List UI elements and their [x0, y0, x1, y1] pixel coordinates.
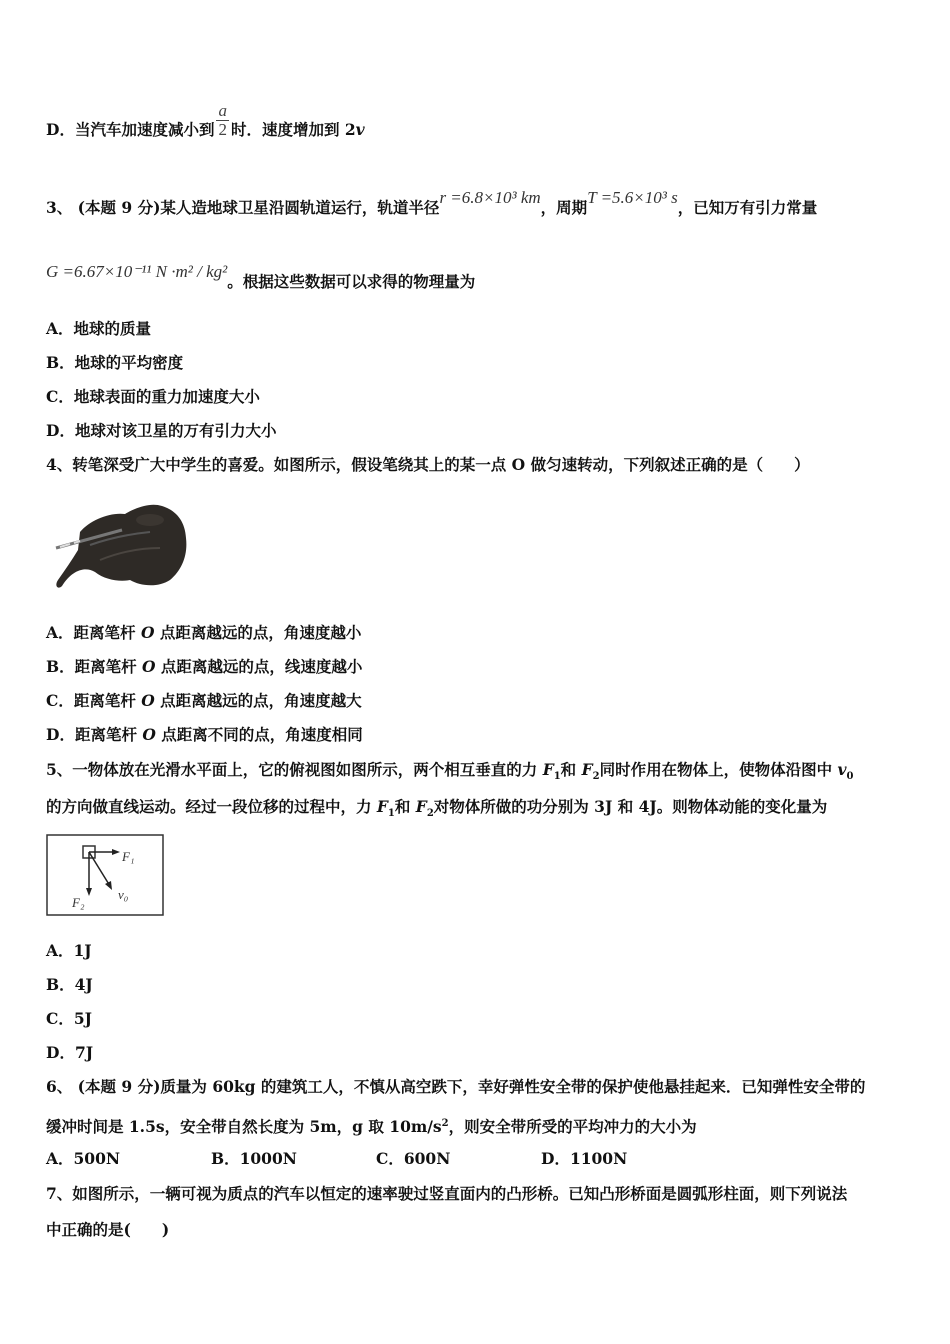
q6-stem-2: 缓冲时间是 1.5s，安全带自然长度为 5m，g 取 $10m/s^2$，则安全带所受的平均冲力的大小为	[46, 1117, 697, 1137]
period-formula: T =5.6×10³ s	[587, 188, 678, 207]
f2-label: F₂	[72, 895, 85, 910]
q5-option-c: C．5J	[46, 1009, 92, 1028]
force-diagram	[46, 834, 164, 916]
q4-option-b: B．距离笔杆 O 点距离越远的点，线速度越小	[46, 657, 363, 676]
fraction-a-over-2: $\frac{a}{2}$	[218, 100, 227, 139]
q3-option-d: D．地球对该卫星的万有引力大小	[46, 421, 277, 440]
q6-option-b: B．1000N	[211, 1149, 297, 1168]
f1-label: F₁	[122, 849, 135, 864]
q6-option-a: A．500N	[46, 1149, 121, 1168]
q5-option-b: B．4J	[46, 975, 93, 994]
q2-option-d: D．当汽车加速度减小到 $\frac{a}{2}$ 时．速度增加到 2v	[46, 100, 365, 139]
q4-option-d: D．距离笔杆 O 点距离不同的点，角速度相同	[46, 725, 363, 744]
q5-stem-1: 5、一物体放在光滑水平面上，它的俯视图如图所示，两个相互垂直的力 $F_1$和 $F_2$同时作用在物体上，使物体沿图中 $v_0$	[46, 760, 854, 783]
q3-option-a: A．地球的质量	[46, 319, 152, 338]
q5-stem-2: 的方向做直线运动。经过一段位移的过程中，力 $F_1$和 $F_2$对物体所做的功分别为 3J 和 4J。则物体动能的变化量为	[46, 797, 828, 820]
q4-option-a: A．距离笔杆 O 点距离越远的点，角速度越小	[46, 623, 362, 642]
q3-option-b: B．地球的平均密度	[46, 353, 184, 372]
q6-option-c: C．600N	[376, 1149, 451, 1168]
v0-label: v₀	[118, 887, 129, 902]
q7-stem-2: 中正确的是( )	[46, 1220, 170, 1239]
orbit-radius-formula: r =6.8×10³ km	[439, 188, 541, 207]
gravitational-constant-formula: G =6.67×10⁻¹¹ N ·m² / kg²	[46, 262, 228, 281]
q6-options	[46, 1149, 627, 1169]
q3-stem: 3、 (本题 9 分)某人造地球卫星沿圆轨道运行，轨道半径r =6.8×10³ km，周期T =5.6×10³ s，已知万有引力常量	[46, 188, 818, 217]
q3-stem-2: G =6.67×10⁻¹¹ N ·m² / kg²。根据这些数据可以求得的物理量为	[46, 262, 476, 291]
pen-spinning-hand-image	[50, 490, 190, 600]
q4-option-c: C．距离笔杆 O 点距离越远的点，角速度越大	[46, 691, 362, 710]
q4-stem: 4、转笔深受广大中学生的喜爱。如图所示，假设笔绕其上的某一点 O 做匀速转动，下列叙述正确的是（ ）	[46, 455, 810, 474]
q3-option-c: C．地球表面的重力加速度大小	[46, 387, 260, 406]
q6-option-d: D．1100N	[541, 1149, 628, 1168]
q7-stem-1: 7、如图所示，一辆可视为质点的汽车以恒定的速率驶过竖直面内的凸形桥。已知凸形桥面是圆弧形柱面，则下列说法	[46, 1184, 848, 1203]
q6-stem-1: 6、 (本题 9 分)质量为 60kg 的建筑工人，不慎从高空跌下，幸好弹性安全带的保护使他悬挂起来．已知弹性安全带的	[46, 1077, 866, 1096]
q5-option-a: A．1J	[46, 941, 92, 960]
q5-option-d: D．7J	[46, 1043, 94, 1062]
